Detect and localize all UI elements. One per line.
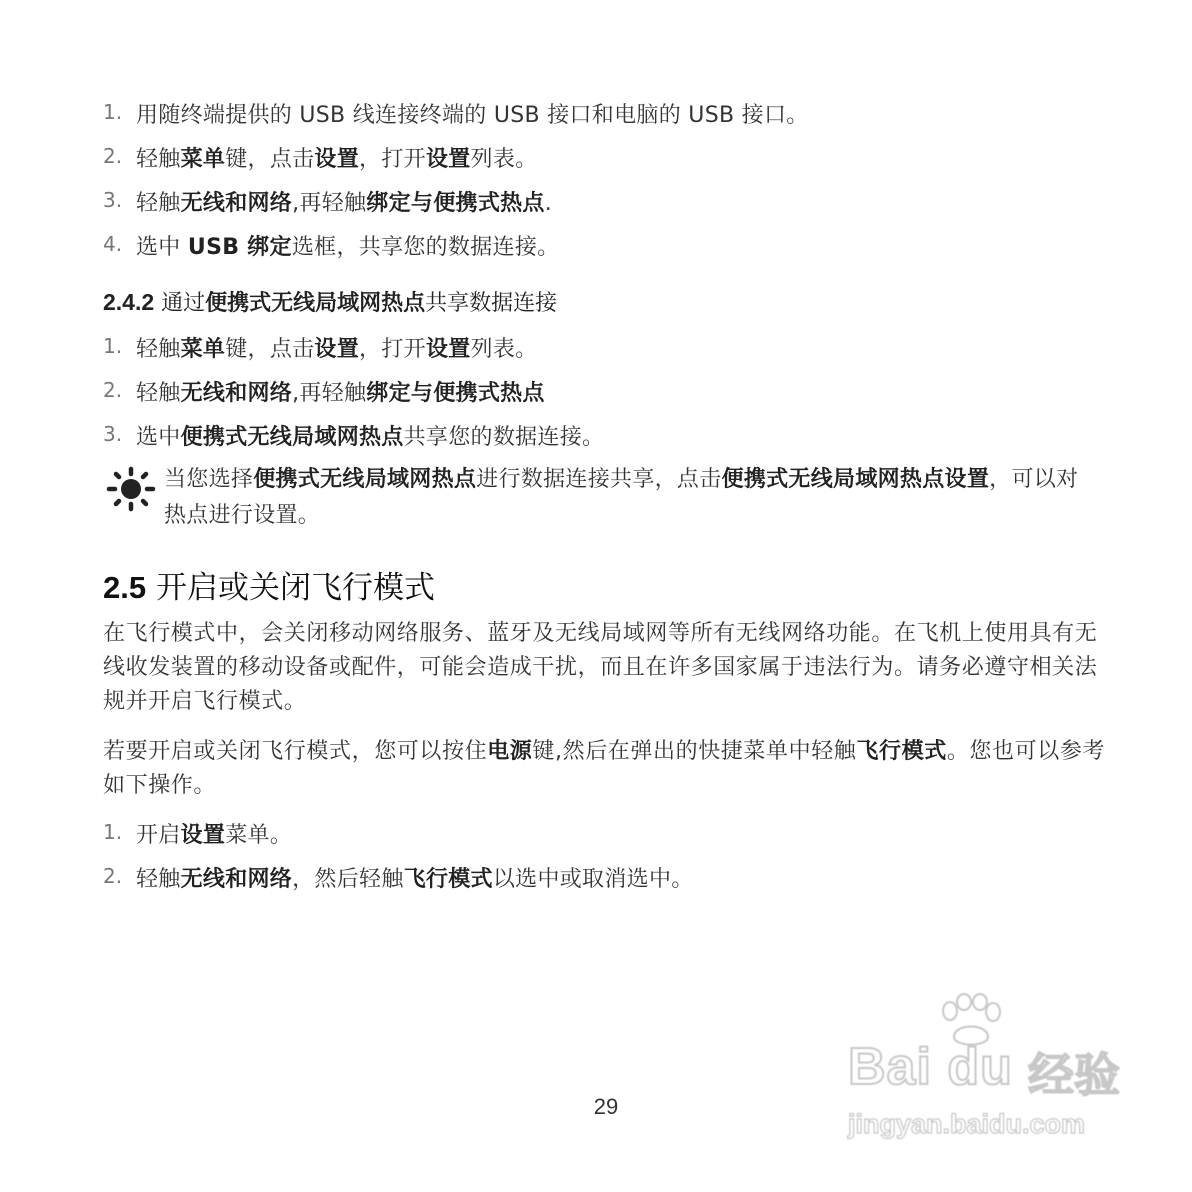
list-text [136,230,559,261]
text-run: 轻触 [136,147,181,172]
text-run: 键,然后在弹出的快捷菜单中轻触 [532,739,857,764]
text-run: 轻触 [136,381,181,406]
text-run: 轻触 [136,337,181,362]
bold-term: 无线和网络 [180,381,293,406]
bold-term: 电源 [487,739,533,764]
subsection-number: 2.4.2 [103,289,155,315]
text-run: 列表。 [470,337,538,362]
text-run: 共享您的数据连接。 [403,425,605,450]
text-run: ，打开 [359,147,426,172]
text-run: 轻触 [136,191,181,216]
baidu-jingyan-watermark [840,985,1140,1145]
bold-term: 绑定与便携式热点 [366,191,545,216]
text-run: 通过 [154,291,206,316]
text-run: ,再轻触 [292,191,367,216]
bold-term: 便携式无线局域网热点 [205,291,426,316]
list-text [136,142,537,173]
section-title: 开启或关闭飞行模式 [146,570,435,606]
list-number: 2. [103,378,123,402]
watermark-brand: Bai du [848,1038,1013,1096]
page-number: 29 [593,1094,619,1119]
bold-term: 无线和网络 [180,867,293,892]
airplane-mode-intro-paragraph: 在飞行模式中，会关闭移动网络服务、蓝牙及无线局域网等所有无线网络功能。在飞机上使用具有无线收发装置的移动设备或配件，可能会造成干扰，而且在许多国家属于违法行为。请务必遵守相关法规并开启飞行模式。 [103,621,1098,714]
bold-term: 便携式无线局域网热点 [180,425,404,450]
text-run: 选中 [136,425,181,450]
text-run: ，然后轻触 [292,867,404,892]
list-text [136,818,292,849]
watermark-url: jingyan.baidu.com [848,1109,1086,1139]
subsection-title [154,291,557,316]
watermark-brand-cn: 经验 [1028,1048,1120,1102]
text-run: 开启 [136,823,181,848]
bold-term: 无线和网络 [180,191,293,216]
text-run: 用随终端提供的 USB 线连接终端的 USB 接口和电脑的 USB 接口。 [136,103,809,128]
list-number: 1. [103,100,123,124]
text-run: 当您选择 [164,467,254,492]
list-number: 4. [103,232,123,256]
bold-term: 设置 [180,823,226,848]
text-run: 若要开启或关闭飞行模式，您可以按住 [103,739,488,764]
tip-sun-icon [106,466,156,512]
text-run: 列表。 [470,147,538,172]
section-number: 2.5 [103,570,147,605]
text-run: 轻触 [136,867,181,892]
list-number: 3. [103,422,123,446]
list-text [136,98,809,129]
airplane-mode-howto-paragraph [103,735,1113,803]
bold-term: 菜单 [180,147,226,172]
text-run: 进行数据连接共享，点击 [476,467,722,492]
list-text [136,862,694,893]
list-text [136,332,537,363]
bold-term: 设置 [314,147,360,172]
bold-term: 便携式无线局域网热点 [253,467,477,492]
bold-term: 设置 [425,147,471,172]
bold-term: 便携式无线局域网热点设置 [721,467,990,492]
text-run: 。您也可以参考如下操作。 [103,739,1106,798]
text-run: ,再轻触 [292,381,367,406]
text-run: 选框，共享您的数据连接。 [291,235,560,260]
list-number: 1. [103,820,123,844]
list-number: 2. [103,864,123,888]
tip-note-text [164,462,1099,534]
section-heading [103,562,435,607]
text-run: 以选中或取消选中。 [492,867,694,892]
bold-term: USB 绑定 [187,235,292,260]
text-run: 选中 [136,235,188,260]
bold-term: 飞行模式 [403,867,493,892]
list-number: 2. [103,144,123,168]
text-run: 键，点击 [225,147,315,172]
text-run: . [544,191,553,216]
text-run: ，打开 [359,337,426,362]
list-text [136,420,604,451]
text-run: ，可以对热点进行设置。 [164,467,1079,528]
bold-term: 绑定与便携式热点 [366,381,545,406]
subsection-heading [103,286,557,317]
bold-term: 设置 [314,337,360,362]
bold-term: 设置 [425,337,471,362]
list-number: 1. [103,334,123,358]
text-run: 菜单。 [225,823,293,848]
list-text [136,376,545,407]
bold-term: 菜单 [180,337,226,362]
text-run: 键，点击 [225,337,315,362]
bold-term: 飞行模式 [856,739,947,764]
text-run: 共享数据连接 [425,291,558,316]
list-text [136,186,552,217]
list-number: 3. [103,188,123,212]
